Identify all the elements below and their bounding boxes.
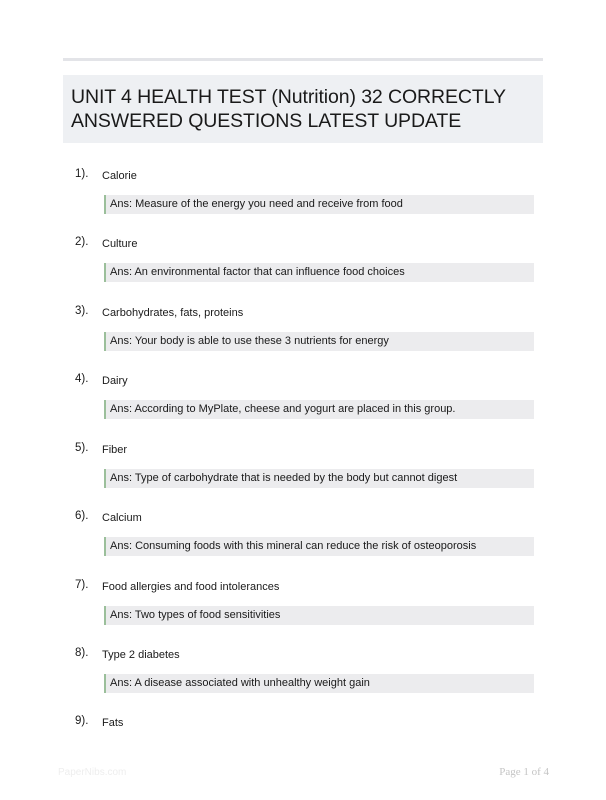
answer-box: Ans: Type of carbohydrate that is needed by the body but cannot digest (104, 469, 534, 488)
answer-box: Ans: Two types of food sensitivities (104, 606, 534, 625)
page-number: Page 1 of 4 (499, 766, 549, 778)
question-term: Fiber (102, 444, 128, 456)
question-term: Culture (102, 238, 138, 250)
question-term: Carbohydrates, fats, proteins (102, 307, 244, 319)
question-item (0, 304, 606, 364)
answer-box: Ans: Your body is able to use these 3 nutrients for energy (104, 332, 534, 351)
watermark-text: PaperNibs.com (58, 767, 127, 778)
question-item (0, 509, 606, 569)
answer-box: Ans: An environmental factor that can influence food choices (104, 263, 534, 282)
question-item (0, 578, 606, 638)
question-term: Fats (102, 717, 124, 729)
question-number: 3). (75, 305, 89, 317)
document-title: UNIT 4 HEALTH TEST (Nutrition) 32 CORRECTLY ANSWERED QUESTIONS LATEST UPDATE (71, 86, 506, 132)
question-item (0, 167, 606, 227)
question-number: 5). (75, 442, 89, 454)
question-number: 2). (75, 236, 89, 248)
question-number: 1). (75, 168, 89, 180)
title-banner (63, 75, 543, 143)
question-term: Type 2 diabetes (102, 649, 180, 661)
question-term: Calcium (102, 512, 142, 524)
question-item (0, 441, 606, 501)
question-number: 8). (75, 647, 89, 659)
answer-box: Ans: A disease associated with unhealthy weight gain (104, 674, 534, 693)
question-item (0, 646, 606, 706)
question-number: 4). (75, 373, 89, 385)
question-number: 9). (75, 715, 89, 727)
question-term: Dairy (102, 375, 128, 387)
question-item (0, 235, 606, 295)
question-number: 7). (75, 579, 89, 591)
question-number: 6). (75, 510, 89, 522)
question-term: Calorie (102, 170, 137, 182)
question-item (0, 372, 606, 432)
question-term: Food allergies and food intolerances (102, 581, 280, 593)
top-divider (63, 58, 543, 61)
answer-box: Ans: According to MyPlate, cheese and yogurt are placed in this group. (104, 400, 534, 419)
answer-box: Ans: Measure of the energy you need and receive from food (104, 195, 534, 214)
answer-box: Ans: Consuming foods with this mineral can reduce the risk of osteoporosis (104, 537, 534, 556)
question-item (0, 714, 606, 774)
